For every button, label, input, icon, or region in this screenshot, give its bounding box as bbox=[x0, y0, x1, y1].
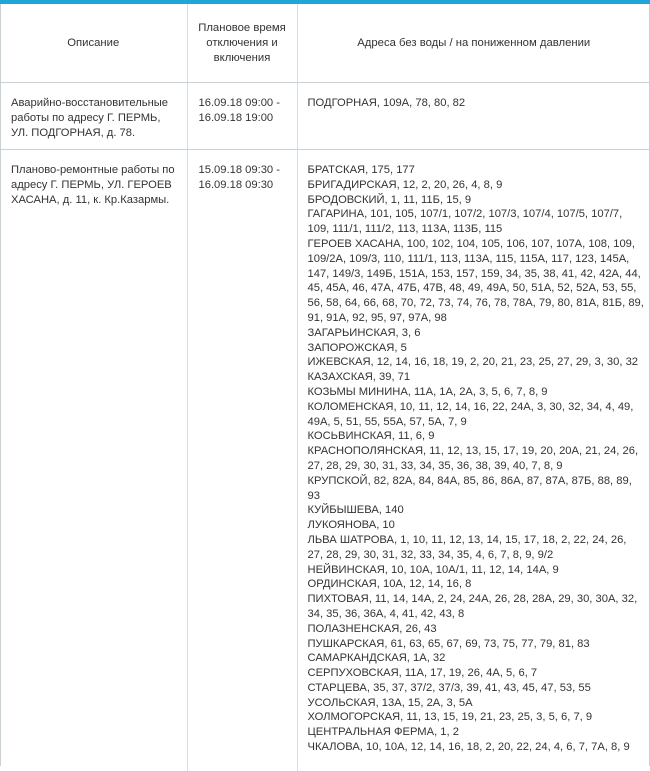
address-line: КОЗЬМЫ МИНИНА, 11А, 1А, 2А, 3, 5, 6, 7, 8, 9 bbox=[307, 385, 548, 398]
address-line: САМАРКАНДСКАЯ, 1А, 32 bbox=[307, 652, 446, 665]
table-row bbox=[0, 83, 650, 150]
address-line: ИЖЕВСКАЯ, 12, 14, 16, 18, 19, 2, 20, 21, 23, 25, 27, 29, 3, 30, 32 bbox=[307, 356, 639, 369]
address-line: ЧКАЛОВА, 10, 10А, 12, 14, 16, 18, 2, 20, 22, 24, 4, 6, 7, 7А, 8, 9 bbox=[307, 741, 630, 754]
table-header-row bbox=[0, 4, 650, 83]
address-line: ПОДГОРНАЯ, 109А, 78, 80, 82 bbox=[307, 97, 466, 109]
address-line: ЗАПОРОЖСКАЯ, 5 bbox=[307, 341, 407, 354]
address-line: БРАТСКАЯ, 175, 177 bbox=[307, 164, 415, 176]
address-line: ХОЛМОГОРСКАЯ, 11, 13, 15, 19, 21, 23, 25, 3, 5, 6, 7, 9 bbox=[307, 711, 593, 724]
address-line: ОРДИНСКАЯ, 10А, 12, 14, 16, 8 bbox=[307, 578, 472, 591]
address-line: ЛЬВА ШАТРОВА, 1, 10, 11, 12, 13, 14, 15, 17, 18, 2, 22, 24, 26, 27, 28, 29, 30, 31, 32, 33, 34, 35, 4, 6, 7, 8, 9, 9/2 bbox=[307, 533, 627, 561]
address-line: СТАРЦЕВА, 35, 37, 37/2, 37/3, 39, 41, 43, 45, 47, 53, 55 bbox=[307, 681, 591, 694]
address-line: БРОДОВСКИЙ, 1, 11, 11Б, 15, 9 bbox=[307, 193, 472, 206]
address-line: ЛУКОЯНОВА, 10 bbox=[307, 519, 395, 532]
address-line: КУЙБЫШЕВА, 140 bbox=[307, 504, 404, 517]
row-time: 16.09.18 09:00 - 16.09.18 19:00 bbox=[187, 83, 297, 150]
address-line: ГАГАРИНА, 101, 105, 107/1, 107/2, 107/3, 107/4, 107/5, 107/7, 109, 111/1, 111/2, 113, 113А, 113Б, 115 bbox=[307, 208, 623, 236]
address-line: ПОЛАЗНЕНСКАЯ, 26, 43 bbox=[307, 622, 437, 635]
address-line: БРИГАДИРСКАЯ, 12, 2, 20, 26, 4, 8, 9 bbox=[307, 178, 503, 191]
address-line: ПУШКАРСКАЯ, 61, 63, 65, 67, 69, 73, 75, 77, 79, 81, 83 bbox=[307, 637, 590, 650]
address-line: СЕРПУХОВСКАЯ, 11А, 17, 19, 26, 4А, 5, 6, 7 bbox=[307, 667, 538, 680]
header-addresses: Адреса без воды / на пониженном давлении bbox=[297, 4, 650, 83]
row-addresses bbox=[297, 83, 650, 150]
address-line: КАЗАХСКАЯ, 39, 71 bbox=[307, 371, 411, 384]
address-line: ПИХТОВАЯ, 11, 14, 14А, 2, 24, 24А, 26, 28, 28А, 29, 30, 30А, 32, 34, 35, 36, 36А, 4, 41, 42, 43, 8 bbox=[307, 593, 638, 620]
address-line: КОЛОМЕНСКАЯ, 10, 11, 12, 14, 16, 22, 24А, 3, 30, 32, 34, 4, 49, 49А, 5, 51, 55, 55А, 57, 5А, 7, 9 bbox=[307, 400, 634, 428]
row-addresses bbox=[297, 150, 650, 772]
address-line: ГЕРОЕВ ХАСАНА, 100, 102, 104, 105, 106, 107, 107А, 108, 109, 109/2А, 109/3, 110, 111/1, 113, 113А, 115, 115А, 117, 123, 145А, 147, 149/3, 149Б, 151А, 153, 157, 159, 34, 35, 38, 41, 42, 42А, 44, 45, 45А, 46, 47А, 47Б, 47В, 48, 49, 49А, 50, 51А, 52, 52А, 53, 55, 56, 58, 64, 66, 68, 70, 72, 73, 74, 76, 78, 78А, 79, 80, 81А, 81Б, 89, 91, 91А, 92, 95, 97, 97А, 98 bbox=[307, 237, 644, 324]
address-line: КОСЬВИНСКАЯ, 11, 6, 9 bbox=[307, 430, 435, 443]
row-description: Планово-ремонтные работы по адресу Г. ПЕРМЬ, УЛ. ГЕРОЕВ ХАСАНА, д. 11, к. Кр.Казармы. bbox=[0, 150, 187, 772]
row-time: 15.09.18 09:30 - 16.09.18 09:30 bbox=[187, 150, 297, 772]
address-line: КРУПСКОЙ, 82, 82А, 84, 84А, 85, 86, 86А, 87, 87А, 87Б, 88, 89, 93 bbox=[307, 474, 632, 502]
address-line: ЗАГАРЬИНСКАЯ, 3, 6 bbox=[307, 326, 421, 339]
address-line: ЦЕНТРАЛЬНАЯ ФЕРМА, 1, 2 bbox=[307, 726, 459, 739]
header-description: Описание bbox=[0, 4, 187, 83]
outage-table bbox=[0, 4, 650, 772]
header-time: Плановое время отключения и включения bbox=[187, 4, 297, 83]
address-line: НЕЙВИНСКАЯ, 10, 10А, 10А/1, 11, 12, 14, 14А, 9 bbox=[307, 563, 559, 576]
address-line: КРАСНОПОЛЯНСКАЯ, 11, 12, 13, 15, 17, 19, 20, 20А, 21, 24, 26, 27, 28, 29, 30, 31, 33, 34, 35, 36, 38, 39, 40, 7, 8, 9 bbox=[307, 445, 639, 472]
row-description: Аварийно-восстановительные работы по адресу Г. ПЕРМЬ, УЛ. ПОДГОРНАЯ, д. 78. bbox=[0, 83, 187, 150]
address-line: УСОЛЬСКАЯ, 13А, 15, 2А, 3, 5А bbox=[307, 696, 473, 709]
table-row bbox=[0, 150, 650, 772]
